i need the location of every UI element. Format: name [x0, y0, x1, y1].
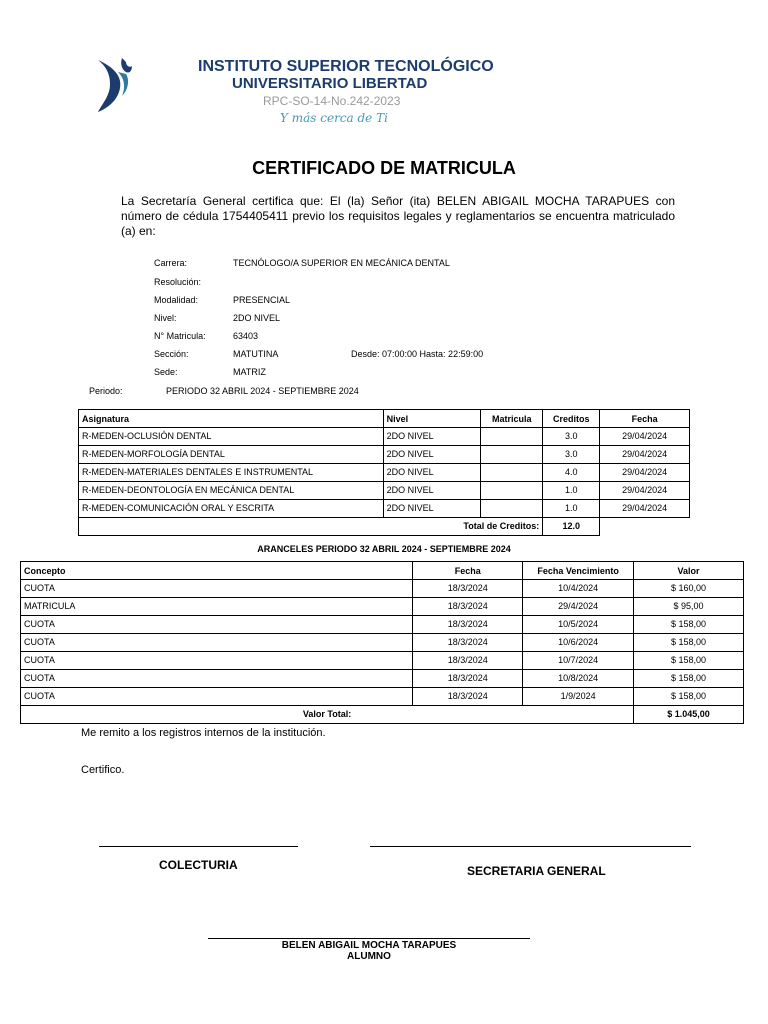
cell-fecha: 18/3/2024: [413, 598, 523, 616]
cell-concepto: CUOTA: [21, 634, 413, 652]
cell-asignatura: R-MEDEN-MATERIALES DENTALES E INSTRUMENTAL: [79, 464, 384, 482]
table-row: [21, 580, 744, 598]
periodo-value: PERIODO 32 ABRIL 2024 - SEPTIEMBRE 2024: [166, 386, 359, 396]
student-role: ALUMNO: [347, 951, 391, 962]
cell-fecha: 29/04/2024: [600, 428, 690, 446]
fees-table: [20, 561, 744, 724]
signature-label-colecturia: COLECTURIA: [159, 858, 238, 872]
cell-creditos: 3.0: [543, 428, 600, 446]
signature-line-secretaria: [370, 846, 691, 847]
column-header: Matricula: [481, 410, 543, 428]
cell-valor: $ 95,00: [634, 598, 744, 616]
total-credits-label: Total de Creditos:: [79, 518, 543, 536]
table-row: [21, 598, 744, 616]
student-name: BELEN ABIGAIL MOCHA TARAPUES: [281, 940, 457, 951]
cell-valor: $ 158,00: [634, 670, 744, 688]
cell-fecha: 18/3/2024: [413, 688, 523, 706]
cell-matricula: [481, 500, 543, 518]
cell-asignatura: R-MEDEN-DEONTOLOGÍA EN MECÁNICA DENTAL: [79, 482, 384, 500]
cell-asignatura: R-MEDEN-MORFOLOGÍA DENTAL: [79, 446, 384, 464]
cell-valor: $ 158,00: [634, 652, 744, 670]
column-header: Nivel: [383, 410, 481, 428]
info-value: 63403: [233, 331, 259, 341]
cell-fecha: 18/3/2024: [413, 634, 523, 652]
fees-total-row: [21, 706, 744, 724]
info-label: Sección:: [154, 349, 189, 359]
cell-asignatura: R-MEDEN-OCLUSIÓN DENTAL: [79, 428, 384, 446]
cell-concepto: CUOTA: [21, 688, 413, 706]
cell-vencimiento: 1/9/2024: [523, 688, 634, 706]
table-row: [79, 464, 690, 482]
cell-fecha: 29/04/2024: [600, 464, 690, 482]
certify-statement: Certifico.: [81, 764, 125, 776]
table-row: [21, 652, 744, 670]
cell-concepto: CUOTA: [21, 580, 413, 598]
cell-fecha: 29/04/2024: [600, 500, 690, 518]
subjects-table: [78, 409, 690, 536]
cell-creditos: 1.0: [543, 500, 600, 518]
info-value: MATUTINA: [233, 349, 279, 359]
column-header: Concepto: [21, 562, 413, 580]
cell-nivel: 2DO NIVEL: [383, 446, 481, 464]
column-header: Valor: [634, 562, 744, 580]
cell-matricula: [481, 428, 543, 446]
table-row: [79, 428, 690, 446]
table-row: [21, 688, 744, 706]
info-value: 2DO NIVEL: [233, 313, 281, 323]
table-header-row: [79, 410, 690, 428]
cell-fecha: 18/3/2024: [413, 580, 523, 598]
document-title: CERTIFICADO DE MATRICULA: [252, 158, 516, 178]
table-row: [79, 482, 690, 500]
cell-fecha: 29/04/2024: [600, 446, 690, 464]
institution-name-line1: INSTITUTO SUPERIOR TECNOLÓGICO: [198, 58, 494, 75]
info-label: Resolución:: [154, 277, 202, 287]
fees-total-label: Valor Total:: [21, 706, 634, 724]
cell-nivel: 2DO NIVEL: [383, 482, 481, 500]
column-header: Fecha Vencimiento: [523, 562, 634, 580]
cell-fecha: 18/3/2024: [413, 670, 523, 688]
total-credits-value: 12.0: [543, 518, 600, 536]
certification-intro: La Secretaría General certifica que: El (la) Señor (ita) BELEN ABIGAIL MOCHA TARAPUES con número de cédula 1754405411 previo los requisitos legales y reglamentarios se encuentra matriculado (a) en:: [121, 194, 675, 238]
column-header: Fecha: [413, 562, 523, 580]
cell-vencimiento: 10/6/2024: [523, 634, 634, 652]
info-label: Nivel:: [154, 313, 177, 323]
table-row: [21, 616, 744, 634]
fees-total-value: $ 1.045,00: [634, 706, 744, 724]
cell-nivel: 2DO NIVEL: [383, 428, 481, 446]
cell-creditos: 4.0: [543, 464, 600, 482]
cell-vencimiento: 10/8/2024: [523, 670, 634, 688]
cell-concepto: CUOTA: [21, 616, 413, 634]
info-label: Carrera:: [154, 258, 188, 268]
cell-concepto: MATRICULA: [21, 598, 413, 616]
cell-creditos: 3.0: [543, 446, 600, 464]
cell-valor: $ 158,00: [634, 616, 744, 634]
cell-asignatura: R-MEDEN-COMUNICACIÓN ORAL Y ESCRITA: [79, 500, 384, 518]
cell-nivel: 2DO NIVEL: [383, 464, 481, 482]
fees-title: ARANCELES PERIODO 32 ABRIL 2024 - SEPTIEMBRE 2024: [257, 544, 511, 554]
info-label: Sede:: [154, 367, 178, 377]
cell-concepto: CUOTA: [21, 652, 413, 670]
phoenix-bird-logo: [92, 52, 136, 116]
cell-matricula: [481, 446, 543, 464]
table-row: [21, 634, 744, 652]
institution-slogan: Y más cerca de Ti: [280, 111, 388, 125]
registration-code: RPC-SO-14-No.242-2023: [263, 94, 401, 108]
periodo-label: Periodo:: [89, 386, 123, 396]
cell-valor: $ 160,00: [634, 580, 744, 598]
cell-nivel: 2DO NIVEL: [383, 500, 481, 518]
cell-vencimiento: 10/7/2024: [523, 652, 634, 670]
column-header: Asignatura: [79, 410, 384, 428]
cell-creditos: 1.0: [543, 482, 600, 500]
cell-fecha: 18/3/2024: [413, 616, 523, 634]
info-value: PRESENCIAL: [233, 295, 291, 305]
info-label: Modalidad:: [154, 295, 199, 305]
total-credits-row: [79, 518, 690, 536]
cell-vencimiento: 10/4/2024: [523, 580, 634, 598]
cell-concepto: CUOTA: [21, 670, 413, 688]
info-value: TECNÓLOGO/A SUPERIOR EN MECÁNICA DENTAL: [233, 258, 450, 268]
cell-vencimiento: 10/5/2024: [523, 616, 634, 634]
table-row: [21, 670, 744, 688]
cell-valor: $ 158,00: [634, 688, 744, 706]
table-row: [79, 446, 690, 464]
column-header: Creditos: [543, 410, 600, 428]
cell-fecha: 29/04/2024: [600, 482, 690, 500]
signature-label-secretaria: SECRETARIA GENERAL: [467, 864, 606, 878]
column-header: Fecha: [600, 410, 690, 428]
empty-cell: [600, 518, 690, 536]
cell-vencimiento: 29/4/2024: [523, 598, 634, 616]
cell-matricula: [481, 464, 543, 482]
cell-matricula: [481, 482, 543, 500]
institution-name-line2: UNIVERSITARIO LIBERTAD: [232, 75, 428, 92]
signature-line-alumno: [208, 938, 530, 939]
info-value: MATRIZ: [233, 367, 266, 377]
cell-fecha: 18/3/2024: [413, 652, 523, 670]
signature-line-colecturia: [99, 846, 298, 847]
closing-statement: Me remito a los registros internos de la institución.: [81, 727, 326, 739]
info-label: N° Matricula:: [154, 331, 206, 341]
table-row: [79, 500, 690, 518]
cell-valor: $ 158,00: [634, 634, 744, 652]
schedule-range: Desde: 07:00:00 Hasta: 22:59:00: [351, 349, 484, 359]
table-header-row: [21, 562, 744, 580]
